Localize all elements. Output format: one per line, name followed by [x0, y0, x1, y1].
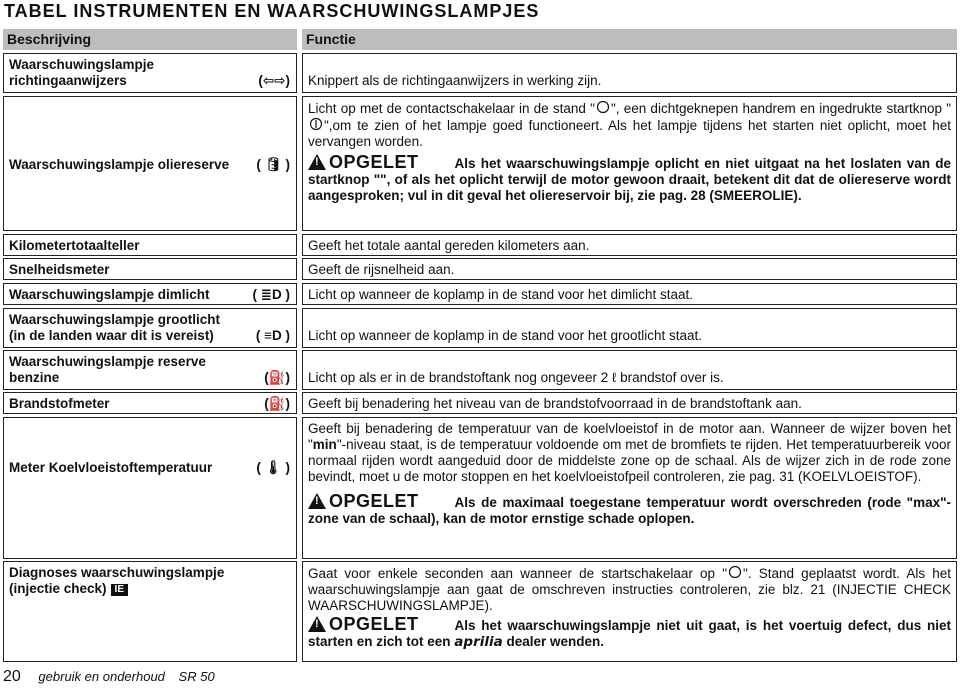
- diagnostics-warning-block: [308, 616, 951, 650]
- row-speedometer-func: Geeft de rijsnelheid aan.: [302, 258, 957, 280]
- min-label: min: [312, 437, 337, 452]
- row-coolant-desc: [3, 417, 297, 559]
- row-low-beam-func: Licht op wanneer de koplamp in de stand voor het dimlicht staat.: [302, 283, 957, 305]
- warning-heading: !OPGELET: [308, 493, 419, 509]
- warning-triangle-icon: [308, 493, 326, 509]
- oil-can-icon: ( 🛢 ): [256, 157, 290, 172]
- injection-check-badge: IE: [111, 584, 128, 596]
- row-fuel-reserve-func: Licht op als er in de brandstoftank nog ongeveer 2 ℓ brandstof over is.: [302, 350, 957, 390]
- desc-line-2: richtingaanwijzers: [9, 73, 127, 88]
- desc-line-2: (in de landen waar dit is vereist): [9, 328, 214, 343]
- oil-warning-block: [308, 154, 951, 204]
- row-odometer-desc: Kilometertotaalteller: [3, 234, 297, 256]
- high-beam-icon: ( ≡D ): [255, 328, 290, 343]
- header-function: Functie: [302, 29, 957, 50]
- row-high-beam-desc: [3, 308, 297, 348]
- row-odometer-func: Geeft het totale aantal gereden kilometers aan.: [302, 234, 957, 256]
- desc-line-2: (injectie check) IE: [9, 581, 291, 597]
- func-text-b: "-niveau staat, is de temperatuur voldoende om met de bromfiets te rijden. Het temperatuurbereik voor normaal rijden wordt aangeduid door de middelste zone op de schaal. Als de wijzer zich in de rode zone bevindt, moet u de motor stoppen en het koelvloeistofpeil controleren, zie pag. 31 (KOELVLOEISTOF).: [308, 437, 951, 484]
- desc-text: Meter Koelvloeistoftemperatuur: [9, 460, 213, 475]
- warning-text: Als de maximaal toegestane temperatuur wordt overschreden (rode "max"-zone van de schaal), kan de motor ernstige schade oplopen.: [308, 495, 951, 526]
- row-low-beam-desc: [3, 283, 297, 305]
- desc-line-1: Diagnoses waarschuwingslampje: [9, 565, 225, 580]
- row-fuel-gauge-func: Geeft bij benadering het niveau van de brandstofvoorraad in de brandstoftank aan.: [302, 392, 957, 414]
- warning-text-a: Als het waarschuwingslampje niet uit gaat, is het voertuig defect, dus niet starten en zich tot een: [308, 618, 951, 649]
- row-turn-signals-desc: [3, 53, 297, 93]
- page-number: 20: [3, 668, 21, 685]
- desc-text: Waarschuwingslampje dimlicht: [9, 287, 210, 302]
- row-diagnostics-func: [302, 561, 957, 662]
- row-speedometer-desc: Snelheidsmeter: [3, 258, 297, 280]
- desc-line-1: Waarschuwingslampje: [9, 57, 155, 72]
- func-text-a: Gaat voor enkele seconden aan wanneer de startschakelaar op ": [308, 566, 728, 581]
- coolant-warning-block: [308, 493, 951, 527]
- turn-signal-icon: (⇦⇨): [258, 73, 290, 88]
- desc-text: Waarschuwingslampje oliereserve: [9, 157, 230, 172]
- warning-heading: !OPGELET: [308, 616, 419, 632]
- fuel-pump-icon: (⛽): [264, 396, 290, 411]
- warning-heading: !OPGELET: [308, 154, 419, 170]
- desc-line-2: benzine: [9, 370, 60, 385]
- warning-triangle-icon: [308, 616, 326, 632]
- fuel-pump-icon: (⛽): [264, 370, 290, 385]
- func-text-b: ". Stand geplaatst wordt. Als het waarschuwingslampje aan gaat de omschreven instructies controleren, zie blz. 21 (INJECTIE CHECK WAARSCHUWINGSLAMPJE).: [308, 566, 952, 613]
- row-high-beam-func: Licht op wanneer de koplamp in de stand voor het grootlicht staat.: [302, 308, 957, 348]
- desc-text: Brandstofmeter: [9, 396, 110, 411]
- warning-triangle-icon: [308, 154, 326, 170]
- row-fuel-reserve-desc: [3, 350, 297, 390]
- key-position-icon: [727, 565, 743, 577]
- low-beam-icon: ( ≣D ): [252, 287, 290, 302]
- page-title: TABEL INSTRUMENTEN EN WAARSCHUWINGSLAMPJES: [4, 1, 540, 21]
- aprilia-logo: aprilia: [454, 634, 503, 650]
- key-position-icon: [595, 100, 611, 112]
- row-fuel-gauge-desc: [3, 392, 297, 414]
- footer-text: gebruik en onderhoud: [38, 669, 165, 684]
- footer-model: SR 50: [178, 669, 215, 684]
- row-diagnostics-desc: [3, 561, 297, 662]
- warning-text-b: dealer wenden.: [506, 634, 605, 649]
- header-description: Beschrijving: [3, 29, 297, 50]
- row-oil-reserve-func: [302, 96, 957, 231]
- row-turn-signals-func: Knippert als de richtingaanwijzers in werking zijn.: [302, 53, 957, 93]
- start-button-icon: [308, 117, 324, 129]
- func-text-b: ", een dichtgeknepen handrem en ingedrukte startknop ": [610, 101, 951, 116]
- oil-function-text: [308, 100, 951, 150]
- func-text-a: Geeft bij benadering de temperatuur van de koelvloeistof in de motor aan. Wanneer de wijzer boven het ": [308, 421, 951, 452]
- func-text-c: ",om te zien of het lampje goed functioneert. Als het lampje tijdens het starten niet oplicht, moet het vervangen worden.: [308, 118, 951, 149]
- diagnostics-function-text: [308, 565, 951, 614]
- page-footer: [3, 668, 215, 686]
- warning-text: Als het waarschuwingslampje oplicht en niet uitgaat na het loslaten van de startknop "", of als het oplicht terwijl de motor gewoon draait, betekent dit dat de oliereserve wordt aangesproken; vul in dit geval het oliereservoir bij, zie pag. 28 (SMEEROLIE).: [308, 156, 951, 203]
- row-coolant-func: [302, 417, 957, 559]
- row-oil-reserve-desc: [3, 96, 297, 231]
- desc-line-1: Waarschuwingslampje grootlicht: [9, 312, 221, 327]
- coolant-function-text: [308, 421, 951, 485]
- func-text-a: Licht op met de contactschakelaar in de stand ": [308, 101, 595, 116]
- thermometer-icon: ( 🌡 ): [256, 460, 290, 475]
- desc-line-1: Waarschuwingslampje reserve: [9, 354, 206, 369]
